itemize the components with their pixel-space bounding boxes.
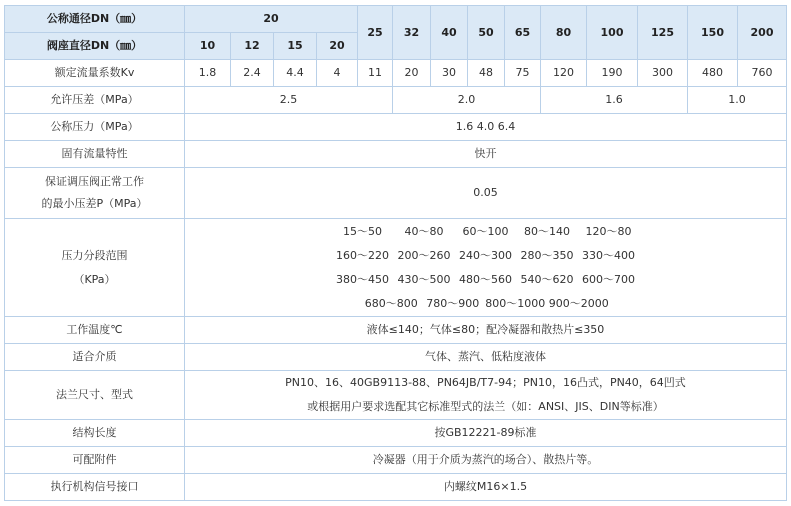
pressure-ranges-label-line2: （KPa） xyxy=(73,272,116,286)
pressure-range: 540～620 xyxy=(520,272,574,286)
pressure-range: 120～80 xyxy=(585,224,632,238)
kv-value: 300 xyxy=(638,60,688,87)
header-row-nominal xyxy=(5,6,787,33)
flow-characteristic-label: 固有流量特性 xyxy=(5,141,185,168)
pressure-range: 900～2000 xyxy=(548,296,609,310)
seat-size-header: 10 xyxy=(185,33,231,60)
pressure-range-line xyxy=(185,297,786,311)
pressure-range-line xyxy=(185,273,786,287)
accessories-label: 可配附件 xyxy=(5,447,185,474)
kv-value: 120 xyxy=(541,60,587,87)
min-dp-label xyxy=(5,168,185,219)
kv-value: 20 xyxy=(393,60,431,87)
medium-value: 气体、蒸汽、低粘度液体 xyxy=(185,344,787,371)
pressure-range: 430～500 xyxy=(397,272,451,286)
seat-size-header: 20 xyxy=(317,33,358,60)
dn-header: 80 xyxy=(541,6,587,60)
allowable-dp-value: 2.5 xyxy=(185,87,393,114)
pressure-range: 330～400 xyxy=(582,248,635,262)
nominal-pressure-value: 1.6 4.0 6.4 xyxy=(185,114,787,141)
pressure-range: 15～50 xyxy=(343,224,382,238)
flow-characteristic-value: 快开 xyxy=(185,141,787,168)
dn-header: 100 xyxy=(587,6,638,60)
allowable-dp-value: 1.0 xyxy=(688,87,787,114)
pressure-ranges-cell xyxy=(185,219,787,317)
min-dp-label-line2: 的最小压差P（MPa） xyxy=(41,197,148,210)
structure-length-value: 按GB12221-89标准 xyxy=(185,420,787,447)
pressure-range: 380～450 xyxy=(336,272,389,286)
pressure-range: 200～260 xyxy=(397,248,451,262)
structure-length-row xyxy=(5,420,787,447)
pressure-range: 240～300 xyxy=(459,248,512,262)
dn-header: 65 xyxy=(505,6,541,60)
working-temp-value: 液体≤140；气体≤80；配冷凝器和散热片≤350 xyxy=(185,317,787,344)
accessories-value: 冷凝器（用于介质为蒸汽的场合）、散热片等。 xyxy=(185,447,787,474)
flange-line1: PN10、16、40GB9113-88、PN64JB/T7-94；PN10，16凸式，PN40，64凹式 xyxy=(285,376,686,389)
pressure-ranges-label-line1: 压力分段范围 xyxy=(61,248,128,262)
min-dp-value: 0.05 xyxy=(185,168,787,219)
actuator-interface-row xyxy=(5,474,787,501)
kv-value: 30 xyxy=(431,60,468,87)
dn-header: 200 xyxy=(738,6,787,60)
dn-header: 150 xyxy=(688,6,738,60)
allowable-dp-row xyxy=(5,87,787,114)
dn-header: 50 xyxy=(468,6,505,60)
pressure-range: 80～140 xyxy=(524,224,570,238)
kv-value: 1.8 xyxy=(185,60,231,87)
pressure-range: 60～100 xyxy=(462,224,509,238)
kv-value: 48 xyxy=(468,60,505,87)
dn-header: 40 xyxy=(431,6,468,60)
pressure-range: 680～800 xyxy=(364,296,418,310)
allowable-dp-value: 1.6 xyxy=(541,87,688,114)
kv-value: 190 xyxy=(587,60,638,87)
pressure-range-line xyxy=(185,249,786,263)
min-dp-label-line1: 保证调压阀正常工作 xyxy=(45,175,144,188)
dn-header: 32 xyxy=(393,6,431,60)
kv-row xyxy=(5,60,787,87)
allowable-dp-label: 允许压差（MPa） xyxy=(5,87,185,114)
kv-value: 75 xyxy=(505,60,541,87)
pressure-range: 480～560 xyxy=(459,272,512,286)
min-dp-row xyxy=(5,168,787,219)
pressure-ranges-row xyxy=(5,219,787,317)
actuator-interface-value: 内螺纹M16×1.5 xyxy=(185,474,787,501)
seat-dn-label: 阀座直径DN（㎜） xyxy=(5,33,185,60)
flange-line2: 或根据用户要求选配其它标准型式的法兰（如：ANSI、JIS、DIN等标准） xyxy=(307,400,664,413)
allowable-dp-value: 2.0 xyxy=(393,87,541,114)
nominal-pressure-row xyxy=(5,114,787,141)
flange-row xyxy=(5,371,787,420)
kv-value: 11 xyxy=(358,60,393,87)
kv-value: 4 xyxy=(317,60,358,87)
kv-value: 480 xyxy=(688,60,738,87)
pressure-range: 280～350 xyxy=(520,248,574,262)
kv-value: 2.4 xyxy=(231,60,274,87)
pressure-range: 160～220 xyxy=(336,248,389,262)
working-temp-row xyxy=(5,317,787,344)
nominal-dn-label: 公称通径DN（㎜） xyxy=(5,6,185,33)
working-temp-label: 工作温度℃ xyxy=(5,317,185,344)
pressure-range: 780～900 xyxy=(426,296,480,310)
dn-header: 125 xyxy=(638,6,688,60)
dn-header: 25 xyxy=(358,6,393,60)
pressure-ranges-label xyxy=(5,219,185,317)
spec-table xyxy=(4,5,787,501)
kv-value: 4.4 xyxy=(274,60,317,87)
pressure-range: 600～700 xyxy=(582,272,635,286)
medium-label: 适合介质 xyxy=(5,344,185,371)
medium-row xyxy=(5,344,787,371)
flange-cell xyxy=(185,371,787,420)
seat-size-header: 15 xyxy=(274,33,317,60)
structure-length-label: 结构长度 xyxy=(5,420,185,447)
accessories-row xyxy=(5,447,787,474)
kv-label: 额定流量系数Kv xyxy=(5,60,185,87)
flow-characteristic-row xyxy=(5,141,787,168)
flange-label: 法兰尺寸、型式 xyxy=(5,371,185,420)
nominal-pressure-label: 公称压力（MPa） xyxy=(5,114,185,141)
pressure-range: 800～1000 xyxy=(485,296,546,310)
seat-size-header: 12 xyxy=(231,33,274,60)
kv-value: 760 xyxy=(738,60,787,87)
pressure-range: 40～80 xyxy=(404,224,444,238)
actuator-interface-label: 执行机构信号接口 xyxy=(5,474,185,501)
pressure-range-line xyxy=(185,225,786,239)
dn20-header: 20 xyxy=(185,6,358,33)
